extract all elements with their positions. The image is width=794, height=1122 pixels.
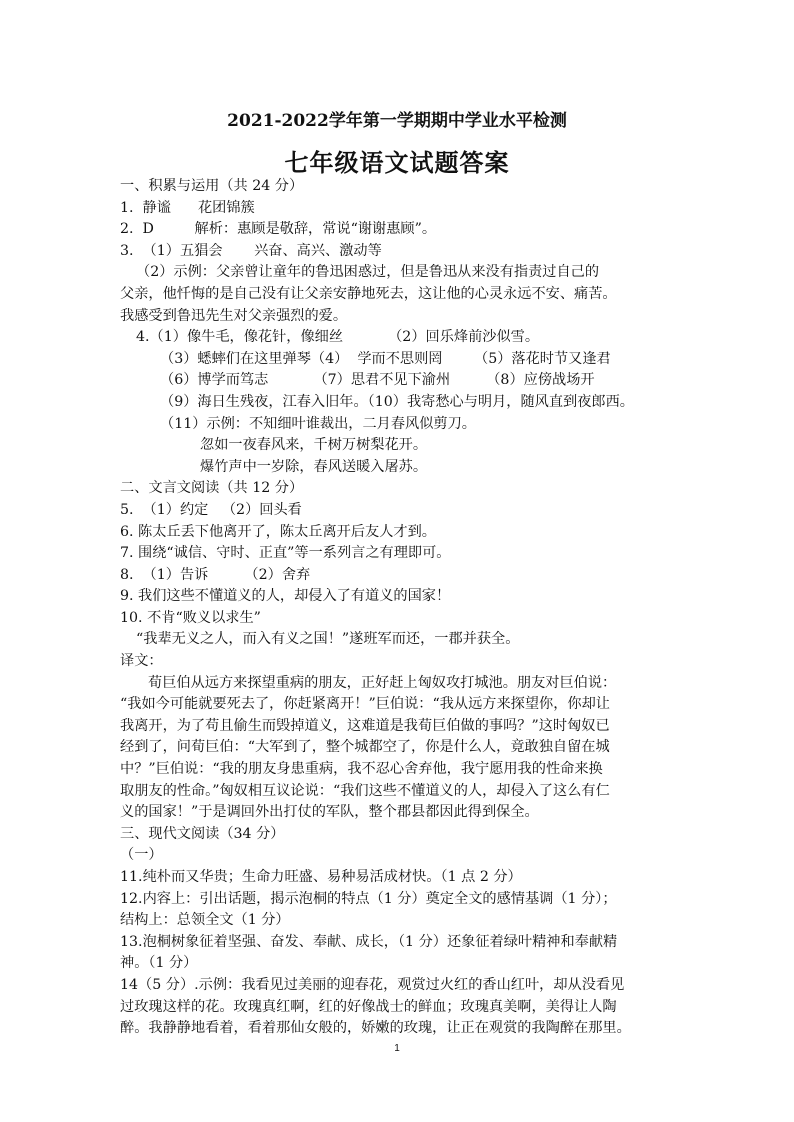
answer-line: （3）蟋蟀们在这里弹琴（4） 学而不思则罔 （5）落花时节又逢君 [160, 350, 611, 367]
answer-content [120, 176, 680, 1040]
answer-line: “我辈无义之人，而入有义之国！”遂班军而还，一郡并获全。 [136, 631, 520, 648]
answer-line: 4.（1）像牛毛，像花针，像细丝 （2）回乐烽前沙似雪。 [136, 329, 540, 346]
answer-line: 8. （1）告诉 （2）舍弃 [120, 566, 311, 583]
answer-line: 我感受到鲁迅先生对父亲强烈的爱。 [120, 307, 348, 324]
answer-line: （9）海日生残夜，江春入旧年。（10）我寄愁心与明月，随风直到夜郎西。 [160, 393, 634, 410]
answer-line: 神。（1 分） [120, 955, 198, 972]
answer-line: 2. D 解析：惠顾是敬辞，常说“谢谢惠顾”。 [120, 221, 437, 238]
translation-line: 义的国家！”于是调回外出打仗的军队，整个郡县都因此得到保全。 [120, 804, 539, 821]
translation-line: 取朋友的性命。”匈奴相互议论说：“我们这些不懂道义的人，却侵入了这么有仁 [120, 782, 610, 799]
page-number: 1 [394, 1043, 400, 1054]
translation-line: 我离开，为了苟且偷生而毁掉道义，这难道是我荀巨伯做的事吗？”这时匈奴已 [120, 717, 610, 734]
answer-line: （11）示例：不知细叶谁裁出，二月春风似剪刀。 [160, 415, 476, 432]
translation-line: 中？”巨伯说：“我的朋友身患重病，我不忍心舍弃他，我宁愿用我的性命来换 [120, 761, 603, 778]
answer-line: 13.泡桐树象征着坚强、奋发、奉献、成长，（1 分）还象征着绿叶精神和奉献精 [120, 933, 618, 950]
translation-line: 荀巨伯从远方来探望重病的朋友，正好赶上匈奴攻打城池。朋友对巨伯说： [148, 674, 617, 691]
answer-line: 10. 不肯“败义以求生” [120, 609, 261, 626]
answer-line: （2）示例：父亲曾让童年的鲁迅困惑过，但是鲁迅从来没有指责过自己的 [136, 264, 600, 281]
answer-line: 3. （1）五猖会 兴奋、高兴、激动等 [120, 242, 382, 259]
answer-line: 6. 陈太丘丢下他离开了，陈太丘离开后友人才到。 [120, 523, 436, 540]
answer-line: 醉。我静静地看着，看着那仙女般的，娇嫩的玫瑰，让正在观赏的我陶醉在那里。 [120, 1020, 631, 1037]
answer-line: （6）博学而笃志 （7）思君不见下渝州 （8）应傍战场开 [160, 372, 595, 389]
translation-label: 译文： [120, 653, 163, 670]
exam-title: 2021-2022学年第一学期期中学业水平检测 [227, 111, 567, 131]
answer-line: 14（5 分）.示例：我看见过美丽的迎春花，观赏过火红的香山红叶，却从没看见 [120, 976, 625, 993]
answer-line: 父亲，他忏悔的是自己没有让父亲安静地死去，这让他的心灵永远不安、痛苦。 [120, 285, 617, 302]
answer-line: 5. （1）约定 （2）回头看 [120, 501, 302, 518]
answer-line: 12.内容上：引出话题，揭示泡桐的特点（1 分）奠定全文的感情基调（1 分）； [120, 890, 617, 907]
section-heading: 二、文言文阅读（共 12 分） [120, 480, 304, 497]
section-heading: 三、现代文阅读（34 分） [120, 825, 285, 842]
answer-line: 结构上：总领全文（1 分） [120, 912, 290, 929]
answer-line: 1. 静谧 花团锦簇 [120, 199, 255, 216]
answer-line: 爆竹声中一岁除，春风送暖入屠苏。 [200, 458, 428, 475]
translation-line: “我如今可能就要死去了，你赶紧离开！”巨伯说：“我从远方来探望你，你却让 [120, 696, 610, 713]
answer-line: 忽如一夜春风来，千树万树梨花开。 [200, 437, 428, 454]
subsection-heading: （一） [120, 847, 163, 864]
answer-key-title: 七年级语文试题答案 [284, 149, 510, 177]
translation-line: 经到了，问荀巨伯：“大军到了，整个城都空了，你是什么人，竟敢独自留在城 [120, 739, 610, 756]
answer-line: 过玫瑰这样的花。玫瑰真红啊，红的好像战士的鲜血；玫瑰真美啊，美得让人陶 [120, 998, 617, 1015]
section-heading: 一、积累与运用（共 24 分） [120, 178, 304, 194]
answer-line: 11.纯朴而又华贵；生命力旺盛、易种易活成材快。（1 点 2 分） [120, 869, 522, 885]
answer-line: 7. 围绕“诚信、守时、正直”等一系列言之有理即可。 [120, 545, 451, 562]
answer-line: 9. 我们这些不懂道义的人，却侵入了有道义的国家！ [120, 588, 451, 605]
